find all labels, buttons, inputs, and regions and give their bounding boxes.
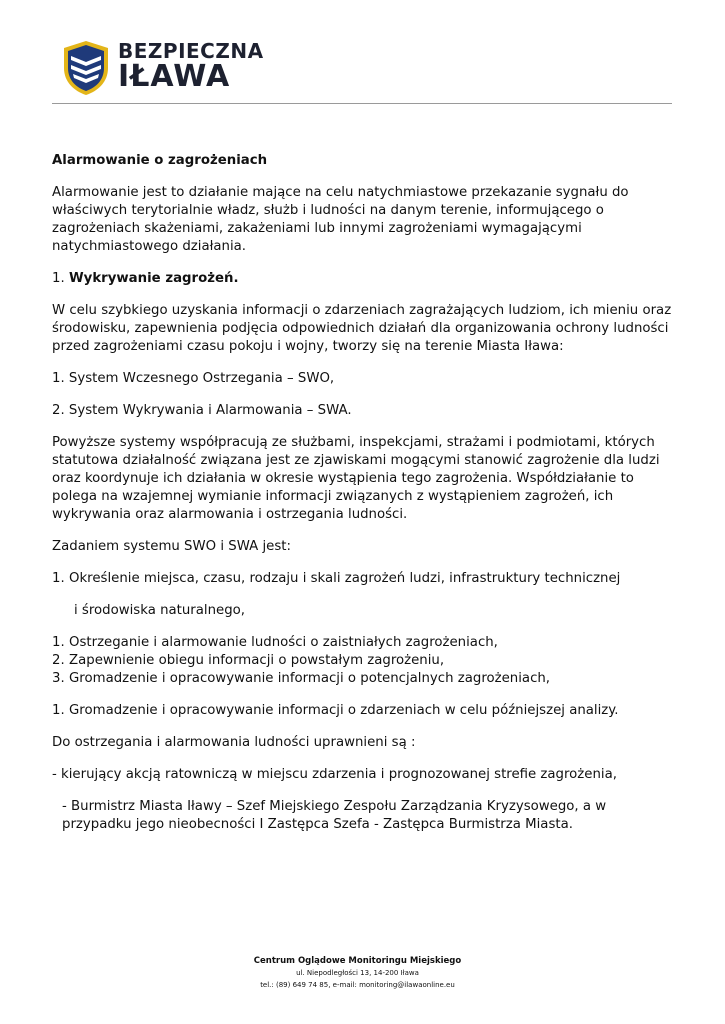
task-text: Gromadzenie i opracowywanie informacji o zdarzeniach w celu późniejszej analizy. [69, 703, 619, 718]
document-body [52, 152, 672, 848]
section-number: 1. [52, 271, 65, 286]
task-item-last [52, 702, 672, 720]
paragraph-tasks-intro: Zadaniem systemu SWO i SWA jest: [52, 539, 291, 554]
paragraph-systems-intro: W celu szybkiego uzyskania informacji o zdarzeniach zagrażających ludziom, ich mieniu oraz środowisku, zapewnienia podjęcia odpowiednich działań dla organizowania ochrony ludności przed zagrożeniami czasu pokoju i wojny, tworzy się na terenie Miasta Iława: [52, 303, 672, 354]
header-divider [52, 103, 672, 104]
task-number: 1. [52, 703, 65, 718]
page-header [52, 34, 672, 104]
authorized-item-rescue: - kierujący akcją ratowniczą w miejscu zdarzenia i prognozowanej strefie zagrożenia, [52, 767, 617, 782]
system-swa: 2. System Wykrywania i Alarmowania – SWA. [52, 403, 352, 418]
list-item-text: Ostrzeganie i alarmowanie ludności o zaistniałych zagrożeniach, [69, 635, 498, 650]
list-item [52, 670, 672, 688]
page-footer [0, 955, 715, 991]
system-swo: 1. System Wczesnego Ostrzegania – SWO, [52, 371, 335, 386]
task-continuation: i środowiska naturalnego, [74, 603, 246, 618]
list-item-text: Zapewnienie obiegu informacji o powstałym zagrożeniu, [69, 653, 445, 668]
list-item-text: Gromadzenie i opracowywanie informacji o potencjalnych zagrożeniach, [69, 671, 551, 686]
paragraph-cooperation: Powyższe systemy współpracują ze służbami, inspekcjami, strażami i podmiotami, których statutowa działalność związana jest ze zjawiskami mogącymi stanowić zagrożenie dla ludzi oraz koordynuje ich działania w okresie wystąpienia tego zagrożenia. Współdziałanie to polega na wzajemnej wymianie informacji związanych z wystąpieniem zagrożeń, ich wykrywania oraz alarmowania i ostrzegania ludności. [52, 435, 660, 522]
task-list [52, 634, 672, 688]
footer-address: ul. Niepodległości 13, 14-200 Iława [296, 969, 419, 977]
list-item-number: 3. [52, 671, 65, 686]
footer-contact: tel.: (89) 649 74 85, e-mail: monitoring@ilawaonline.eu [260, 981, 455, 989]
task-number: 1. [52, 571, 65, 586]
list-item-number: 2. [52, 653, 65, 668]
section-heading [52, 270, 672, 288]
task-text: Określenie miejsca, czasu, rodzaju i skali zagrożeń ludzi, infrastruktury technicznej [69, 571, 621, 586]
list-item [52, 652, 672, 670]
list-item [52, 634, 672, 652]
logo-wordmark [118, 40, 264, 92]
document-title: Alarmowanie o zagrożeniach [52, 153, 268, 168]
authorized-item-mayor: - Burmistrz Miasta Iławy – Szef Miejskiego Zespołu Zarządzania Kryzysowego, a w przypadku jego nieobecności I Zastępca Szefa - Zastępca Burmistrza Miasta. [62, 799, 607, 832]
shield-logo-icon [62, 40, 110, 96]
footer-organization: Centrum Oglądowe Monitoringu Miejskiego [253, 956, 462, 966]
section-title: Wykrywanie zagrożeń. [69, 271, 239, 286]
logo-line1: BEZPIECZNA [118, 39, 264, 63]
logo-line2: IŁAWA [118, 59, 231, 94]
paragraph-authorized: Do ostrzegania i alarmowania ludności uprawnieni są : [52, 735, 416, 750]
list-item-number: 1. [52, 635, 65, 650]
task-item [52, 570, 672, 588]
intro-paragraph: Alarmowanie jest to działanie mające na celu natychmiastowe przekazanie sygnału do właściwych terytorialnie władz, służb i ludności na danym terenie, informującego o zagrożeniach skażeniami, zakażeniami lub innymi zagrożeniami wymagającymi natychmiastowego działania. [52, 185, 629, 254]
